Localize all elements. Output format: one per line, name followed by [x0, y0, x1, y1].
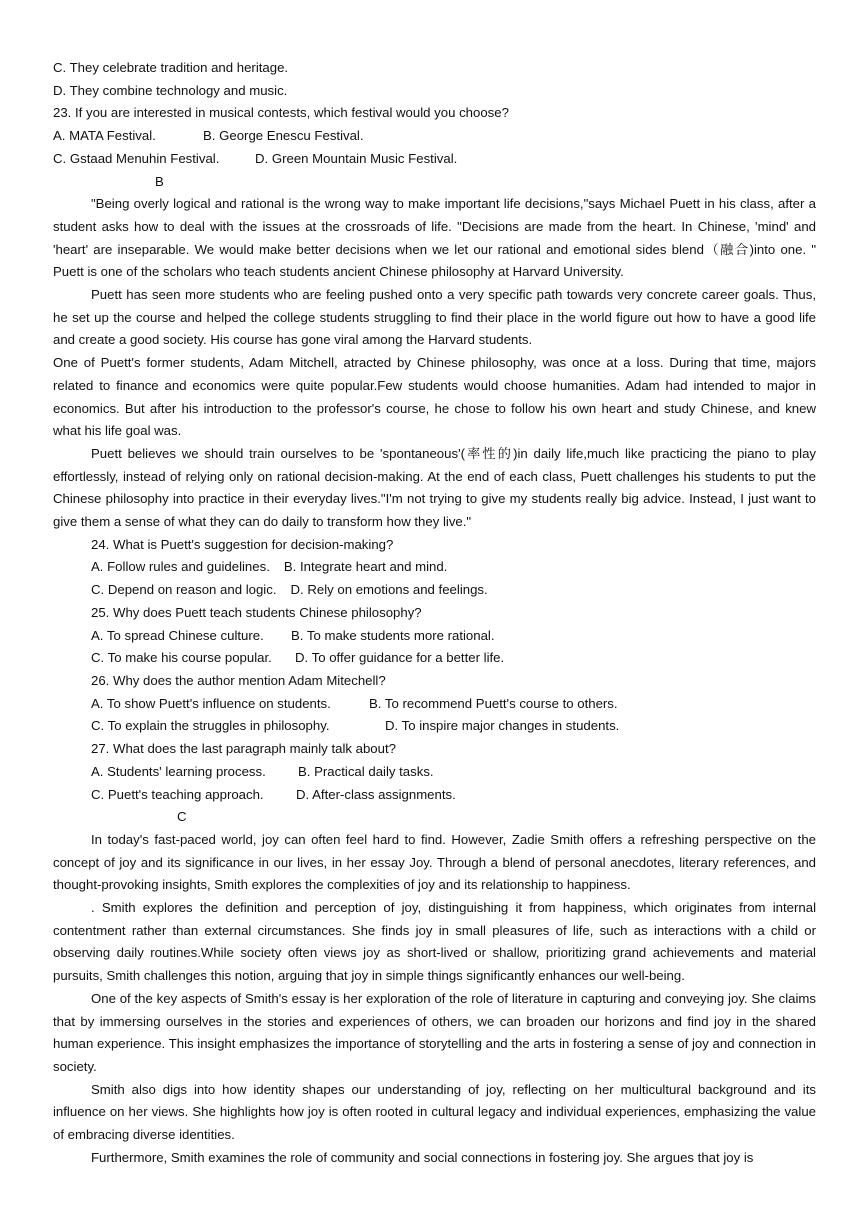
passage-c-paragraph-2: . Smith explores the definition and perception of joy, distinguishing it from happiness, which originates from internal contentment rather than external circumstances. She finds joy in small pleasures of life, such as interactions with a child or observing daily routines.While society often views joy as short-lived or shallow, prioritizing grand achievements and material pursuits, Smith challenges this notion, arguing that joy in simple things significantly enhances our well-being. [53, 900, 816, 984]
option-c: C. To explain the struggles in philosophy. [91, 718, 330, 734]
section-c-heading: C [177, 809, 187, 825]
option-a: A. MATA Festival. [53, 128, 156, 144]
option-a: A. To show Puett's influence on students. [91, 695, 331, 711]
option-b: B. To make students more rational. [291, 627, 495, 643]
option-b: B. George Enescu Festival. [203, 128, 364, 144]
option-c-prev: C. They celebrate tradition and heritage. [53, 60, 289, 75]
option-d: D. To offer guidance for a better life. [295, 650, 505, 666]
option-c: C. To make his course popular. [91, 650, 272, 666]
passage-b-paragraph-1: "Being overly logical and rational is the wrong way to make important life decisions,"says Michael Puett in his class, after a student asks how to deal with the issues at the crossroads of life. "Decisions are made from the heart. In Chinese, 'mind' and 'heart' are inseparable. We would make better decisions when we let our rational and emotional sides blend（融合)into one. " Puett is one of the scholars who teach students ancient Chinese philosophy at Harvard University. [53, 196, 816, 280]
question-23-options-ab [53, 125, 816, 148]
option-c: C. Puett's teaching approach. [91, 786, 264, 802]
option-a: A. Students' learning process. [91, 763, 266, 779]
question-26-options-ab [53, 693, 816, 716]
passage-c-paragraph-5: Furthermore, Smith examines the role of community and social connections in fostering joy. She argues that joy is [91, 1149, 754, 1165]
option-c: C. Gstaad Menuhin Festival. [53, 150, 220, 166]
option-d-prev: D. They combine technology and music. [53, 82, 288, 98]
option-b: B. Practical daily tasks. [298, 763, 434, 779]
passage-b-paragraph-3: One of Puett's former students, Adam Mitchell, atracted by Chinese philosophy, was once at a loss. During that time, majors related to finance and economics were quite popular.Few students would choose humanities. Adam had intended to major in economics. But after his introduction to the professor's course, he chose to follow his own heart and study Chinese, and knew what his life goal was. [53, 355, 816, 439]
passage-c-paragraph-4: Smith also digs into how identity shapes our understanding of joy, reflecting on her multicultural background and its influence on her views. She highlights how joy is often rooted in cultural legacy and individual experiences, emphasizing the value of embracing diverse identities. [53, 1081, 816, 1143]
passage-b-paragraph-4: Puett believes we should train ourselves to be 'spontaneous'(率性的)in daily life,much like practicing the piano to play effortlessly, instead of relying only on rational decision-making. At the end of each class, Puett challenges his students to put the Chinese philosophy into practice in their everyday lives."I'm not trying to give my students really big advice. Instead, I just want to give them a sense of what they can do daily to transform how they live." [53, 445, 816, 530]
question-24-options-cd [53, 579, 816, 602]
passage-c-paragraph-1: In today's fast-paced world, joy can often feel hard to find. However, Zadie Smith offers a refreshing perspective on the concept of joy and its significance in our lives, in her essay Joy. Through a blend of personal anecdotes, literary references, and thought-provoking insights, Smith explores the complexities of joy and its relationship to happiness. [53, 831, 816, 893]
section-b-heading: B [155, 173, 164, 189]
question-23-options-cd [53, 148, 816, 171]
question-27-options-cd [53, 784, 816, 807]
option-d: D. To inspire major changes in students. [385, 718, 620, 734]
question-23: 23. If you are interested in musical contests, which festival would you choose? [53, 105, 509, 121]
question-26-options-cd [53, 715, 816, 738]
question-27: 27. What does the last paragraph mainly talk about? [91, 741, 396, 757]
option-b: B. Integrate heart and mind. [283, 559, 448, 575]
question-24-options-ab [53, 556, 816, 579]
option-d: D. Green Mountain Music Festival. [255, 150, 458, 166]
question-27-options-ab [53, 761, 816, 784]
option-b: B. To recommend Puett's course to others. [369, 695, 618, 711]
option-d: D. Rely on emotions and feelings. [290, 582, 488, 598]
option-c: C. Depend on reason and logic. [91, 582, 277, 598]
option-d: D. After-class assignments. [296, 786, 456, 802]
option-a: A. Follow rules and guidelines. [91, 559, 270, 575]
question-24: 24. What is Puett's suggestion for decision-making? [91, 536, 394, 552]
question-26: 26. Why does the author mention Adam Mitechell? [91, 672, 386, 688]
option-a: A. To spread Chinese culture. [91, 627, 264, 643]
question-25-options-cd [53, 647, 816, 670]
question-25-options-ab [53, 625, 816, 648]
question-25: 25. Why does Puett teach students Chinese philosophy? [91, 604, 422, 620]
passage-c-paragraph-3: One of the key aspects of Smith's essay is her exploration of the role of literature in capturing and conveying joy. She claims that by immersing ourselves in the stories and experiences of others, we can broaden our horizons and find joy in the shared human experience. This insight emphasizes the importance of storytelling and the arts in fostering a sense of joy and connection in society. [53, 990, 816, 1074]
passage-b-paragraph-2: Puett has seen more students who are feeling pushed onto a very specific path towards very concrete career goals. Thus, he set up the course and helped the college students struggling to find their place in the world figure out how to have a good life and create a good society. His course has gone viral among the Harvard students. [53, 287, 816, 348]
